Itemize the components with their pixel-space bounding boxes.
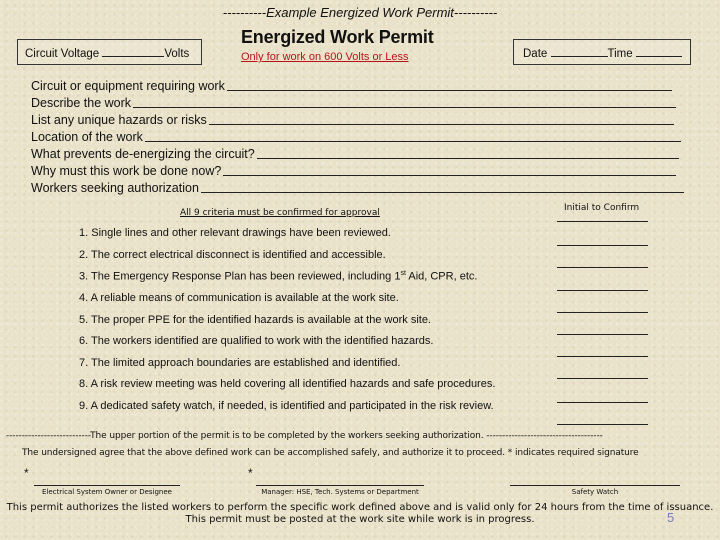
criterion-item: 3. The Emergency Response Plan has been reviewed, including 1st Aid, CPR, etc. — [79, 270, 478, 283]
field-label: List any unique hazards or risks — [31, 113, 207, 127]
date-time-box — [513, 39, 691, 65]
page-title: Energized Work Permit — [241, 27, 434, 47]
initial-to-confirm-header: Initial to Confirm — [564, 203, 640, 213]
criterion-item: 6. The workers identified are qualified to work with the identified hazards. — [79, 335, 434, 347]
criteria-note: All 9 criteria must be confirmed for approval — [180, 208, 380, 218]
field-line[interactable] — [223, 175, 676, 176]
section-divider-note: ---------------------------The upper portion of the permit is to be completed by the workers seeking authorization. ------------------------------------- — [6, 431, 603, 441]
signature-line-safety-watch[interactable] — [510, 485, 680, 486]
initial-line[interactable] — [557, 356, 648, 357]
circuit-voltage-label: Circuit Voltage — [25, 48, 100, 60]
criterion-item: 9. A dedicated safety watch, if needed, is identified and participated in the risk review. — [79, 400, 494, 412]
field-label: Describe the work — [31, 96, 132, 110]
initial-line[interactable] — [557, 378, 648, 379]
field-line[interactable] — [201, 192, 684, 193]
initial-line[interactable] — [557, 402, 648, 403]
field-label: Workers seeking authorization — [31, 181, 199, 195]
time-field[interactable] — [636, 46, 682, 57]
criterion-item: 8. A risk review meeting was held covering all identified hazards and safe procedures. — [79, 378, 496, 390]
initial-line[interactable] — [557, 424, 648, 425]
footer-validity-text: This permit authorizes the listed workers to perform the specific work defined above and is valid only for 24 hours from the time of issuance. — [6, 502, 714, 513]
criterion-item: 1. Single lines and other relevant drawings have been reviewed. — [79, 227, 391, 239]
field-line[interactable] — [145, 141, 681, 142]
field-workers — [31, 179, 684, 195]
field-label: Why must this work be done now? — [31, 164, 222, 178]
initial-line[interactable] — [557, 267, 648, 268]
field-location — [31, 128, 681, 144]
criterion-item: 2. The correct electrical disconnect is identified and accessible. — [79, 249, 386, 261]
field-describe-work — [31, 94, 676, 110]
field-label: Location of the work — [31, 130, 143, 144]
criterion-item: 4. A reliable means of communication is available at the work site. — [79, 292, 399, 304]
criterion-item: 7. The limited approach boundaries are established and identified. — [79, 357, 401, 369]
required-marker: * — [248, 466, 253, 480]
field-line[interactable] — [209, 124, 674, 125]
initial-line[interactable] — [557, 245, 648, 246]
signature-line-owner[interactable] — [34, 485, 180, 486]
page-number: 5 — [667, 510, 675, 525]
signature-label: Manager: HSE, Tech. Systems or Department — [261, 488, 419, 496]
agreement-text: The undersigned agree that the above defined work can be accomplished safely, and authorize it to proceed. * indicates required signature — [22, 448, 639, 458]
initial-line[interactable] — [557, 221, 648, 222]
criterion-item: 5. The proper PPE for the identified hazards is available at the work site. — [79, 314, 431, 326]
required-marker: * — [24, 466, 29, 480]
field-label: What prevents de-energizing the circuit? — [31, 147, 255, 161]
page-subtitle: Only for work on 600 Volts or Less — [241, 51, 409, 63]
initial-line[interactable] — [557, 334, 648, 335]
circuit-voltage-field[interactable] — [102, 46, 164, 57]
date-field[interactable] — [551, 46, 608, 57]
circuit-voltage-box — [17, 39, 202, 65]
field-why-now — [31, 162, 676, 178]
signature-line-manager[interactable] — [256, 485, 424, 486]
field-line[interactable] — [133, 107, 676, 108]
field-line[interactable] — [257, 158, 679, 159]
initial-line[interactable] — [557, 312, 648, 313]
field-prevents-deenergizing — [31, 145, 679, 161]
example-heading: ----------Example Energized Work Permit---------- — [222, 5, 498, 20]
initial-line[interactable] — [557, 290, 648, 291]
voltage-unit-label: Volts — [164, 48, 190, 60]
field-line[interactable] — [227, 90, 672, 91]
time-label: Time — [607, 48, 633, 60]
field-label: Circuit or equipment requiring work — [31, 79, 225, 93]
signature-label: Safety Watch — [571, 488, 619, 496]
date-label: Date — [523, 48, 548, 60]
field-unique-hazards — [31, 111, 674, 127]
field-circuit-equipment — [31, 77, 672, 93]
footer-posting-text: This permit must be posted at the work site while work is in progress. — [185, 514, 535, 525]
signature-label: Electrical System Owner or Designee — [42, 488, 172, 496]
